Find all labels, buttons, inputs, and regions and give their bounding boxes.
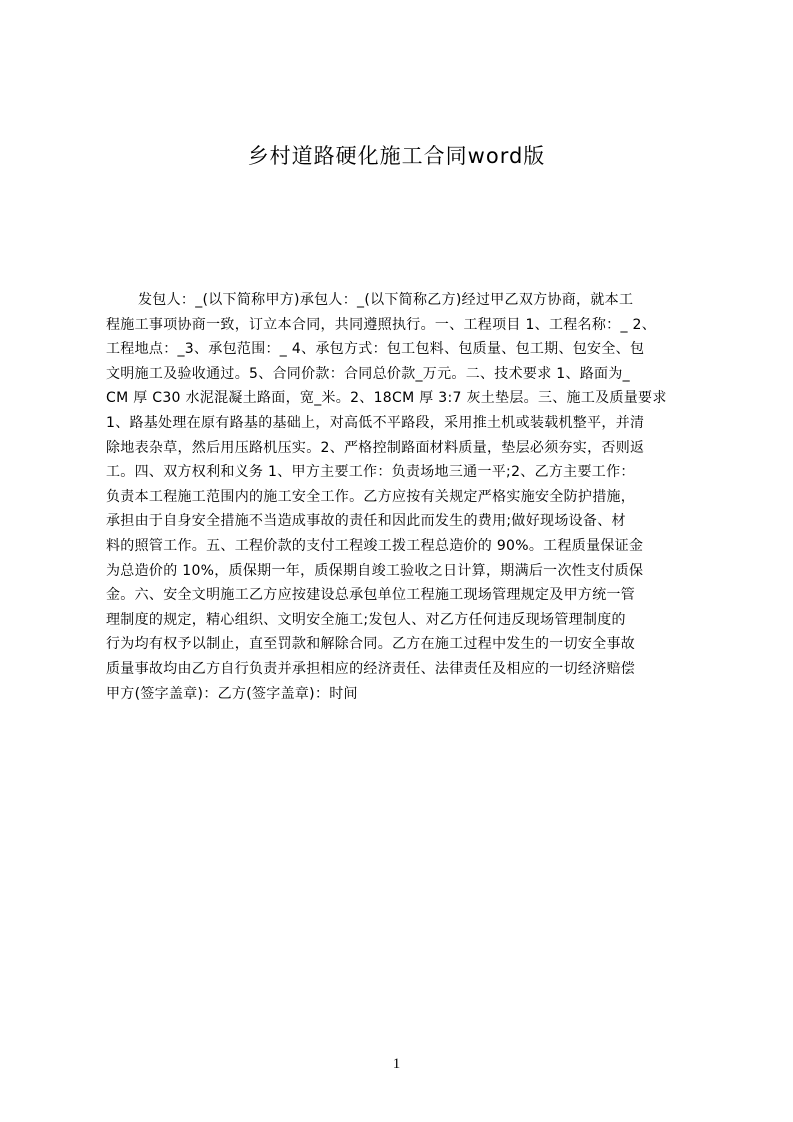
- body-line: 料的照管工作。五、工程价款的支付工程竣工拨工程总造价的 90%。工程质量保证金: [106, 537, 644, 554]
- body-line: 质量事故均由乙方自行负责并承担相应的经济责任、法律责任及相应的一切经济赔偿: [106, 660, 636, 677]
- contract-body: [106, 288, 698, 748]
- body-line: 为总造价的 10%，质保期一年，质保期自竣工验收之日计算，期满后一次性支付质保: [106, 562, 644, 579]
- body-line: 1、路基处理在原有路基的基础上，对高低不平路段，采用推土机或装载机整平，并清: [106, 414, 645, 431]
- body-line: 文明施工及验收通过。5、合同价款：合同总价款_万元。二、技术要求 1、路面为_: [106, 365, 630, 382]
- body-line: CM 厚 C30 水泥混凝土路面，宽_米。2、18CM 厚 3:7 灰土垫层。三、施工及质量要求: [106, 390, 667, 407]
- body-line: 负责本工程施工范围内的施工安全工作。乙方应按有关规定严格实施安全防护措施，: [106, 488, 636, 505]
- body-line: 承担由于自身安全措施不当造成事故的责任和因此而发生的费用;做好现场设备、材: [106, 513, 626, 530]
- body-line: 除地表杂草，然后用压路机压实。2、严格控制路面材料质量，垫层必须夯实，否则返: [106, 439, 645, 456]
- body-line: 工程地点：_3、承包范围：_ 4、承包方式：包工包料、包质量、包工期、包安全、包: [106, 341, 645, 358]
- body-line: 程施工事项协商一致，订立本合同，共同遵照执行。一、工程项目 1、工程名称：_ 2、: [106, 316, 657, 333]
- body-line: 行为均有权予以制止，直至罚款和解除合同。乙方在施工过程中发生的一切安全事故: [106, 636, 636, 653]
- signature-line: 甲方(签字盖章)：乙方(签字盖章)：时间: [106, 685, 358, 702]
- body-line: 理制度的规定，精心组织、文明安全施工;发包人、对乙方任何违反现场管理制度的: [106, 611, 626, 628]
- document-title: 乡村道路硬化施工合同word版: [247, 144, 546, 168]
- body-line: 金。六、安全文明施工乙方应按建设总承包单位工程施工现场管理规定及甲方统一管: [106, 587, 636, 604]
- page-number: 1: [392, 1056, 401, 1072]
- body-line: 发包人：_(以下简称甲方)承包人：_(以下简称乙方)经过甲乙双方协商，就本工: [138, 292, 634, 308]
- body-line: 工。四、双方权利和义务 1、甲方主要工作：负责场地三通一平;2、乙方主要工作：: [106, 464, 635, 481]
